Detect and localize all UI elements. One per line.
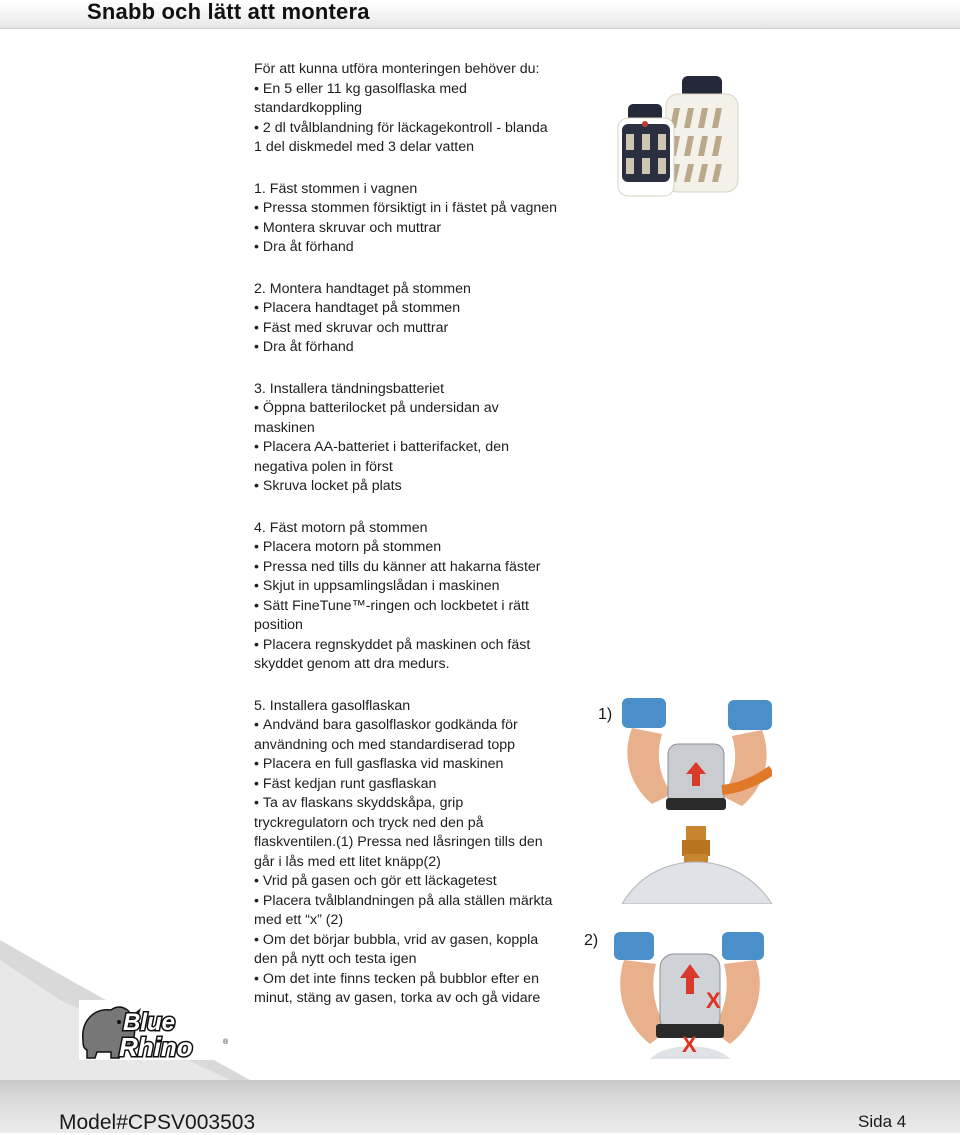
step-heading: 1. Fäst stommen i vagnen [254,180,418,197]
page-number: Sida 4 [858,1112,907,1131]
step-item: • Om det inte finns tecken på bubblor efter en minut, stäng av gasen, torka av och gå vidare [254,970,559,1009]
instructions-content [254,60,559,1031]
model-number: Model#CPSV003503 [59,1111,256,1134]
step-item: • Fäst kedjan runt gasflaskan [254,775,559,795]
step-item: • Placera regnskyddet på maskinen och fäst skyddet genom att dra medurs. [254,636,559,675]
step-item: • Skjut in uppsamlingslådan i maskinen [254,577,559,597]
step-item: • Om det börjar bubbla, vrid av gasen, koppla den på nytt och testa igen [254,931,559,970]
regulator-attach-photo [622,694,772,904]
logo-registered-mark: ® [223,1039,229,1046]
step-item: • Fäst med skruvar och muttrar [254,319,559,339]
page-header [0,0,960,29]
step-5-section [254,697,559,1009]
step-1-section [254,180,559,258]
step-heading: 5. Installera gasolflaskan [254,697,411,714]
figure-1-label: 1) [598,706,613,723]
blue-rhino-logo [79,1000,229,1060]
step-item: • Dra åt förhand [254,238,559,258]
step-2-section [254,280,559,358]
step-item: • Pressa stommen försiktigt in i fästet på vagnen [254,199,559,219]
page-title: Snabb och lätt att montera [87,0,370,24]
step-item: • Montera skruvar och muttrar [254,219,559,239]
intro-section [254,60,559,158]
step-heading: 4. Fäst motorn på stommen [254,519,428,536]
intro-item: • En 5 eller 11 kg gasolflaska med standardkoppling [254,80,559,119]
logo-text-rhino: Rhino [119,1032,193,1060]
figure-2-label: 2) [584,932,599,949]
leak-mark-x-icon: X [706,988,721,1013]
step-item: • Skruva locket på plats [254,477,559,497]
step-item: • Placera AA-batteriet i batterifacket, den negativa polen in först [254,438,559,477]
step-item: • Ta av flaskans skyddskåpa, grip tryckregulatorn och tryck ned den på flaskventilen.(1) Pressa ned låsringen tills den går i lås med ett litet knäpp(2) [254,794,559,872]
gas-cylinders-photo [614,74,774,200]
step-item: • Dra åt förhand [254,338,559,358]
step-item: • Vrid på gasen och gör ett läckagetest [254,872,559,892]
step-3-section [254,380,559,497]
step-item: • Placera handtaget på stommen [254,299,559,319]
step-item: • Pressa ned tills du känner att hakarna fäster [254,558,559,578]
step-item: • Andvänd bara gasolflaskor godkända för användning och med standardiserad topp [254,716,559,755]
leak-mark-x-icon: X [682,1032,697,1057]
step-item: • Placera en full gasflaska vid maskinen [254,755,559,775]
step-item: • Öppna batterilocket på undersidan av maskinen [254,399,559,438]
step-4-section [254,519,559,675]
step-heading: 3. Installera tändningsbatteriet [254,380,445,397]
step-item: • Placera tvålblandningen på alla ställen märkta med ett “x” (2) [254,892,559,931]
leak-test-photo [610,924,770,1059]
intro-heading: För att kunna utföra monteringen behöver du: [254,61,540,77]
step-item: • Sätt FineTune™-ringen och lockbetet i rätt position [254,597,559,636]
step-heading: 2. Montera handtaget på stommen [254,280,471,297]
logo-text-blue: Blue [123,1009,176,1036]
step-item: • Placera motorn på stommen [254,538,559,558]
intro-item: • 2 dl tvålblandning för läckagekontroll - blanda 1 del diskmedel med 3 delar vatten [254,119,559,158]
